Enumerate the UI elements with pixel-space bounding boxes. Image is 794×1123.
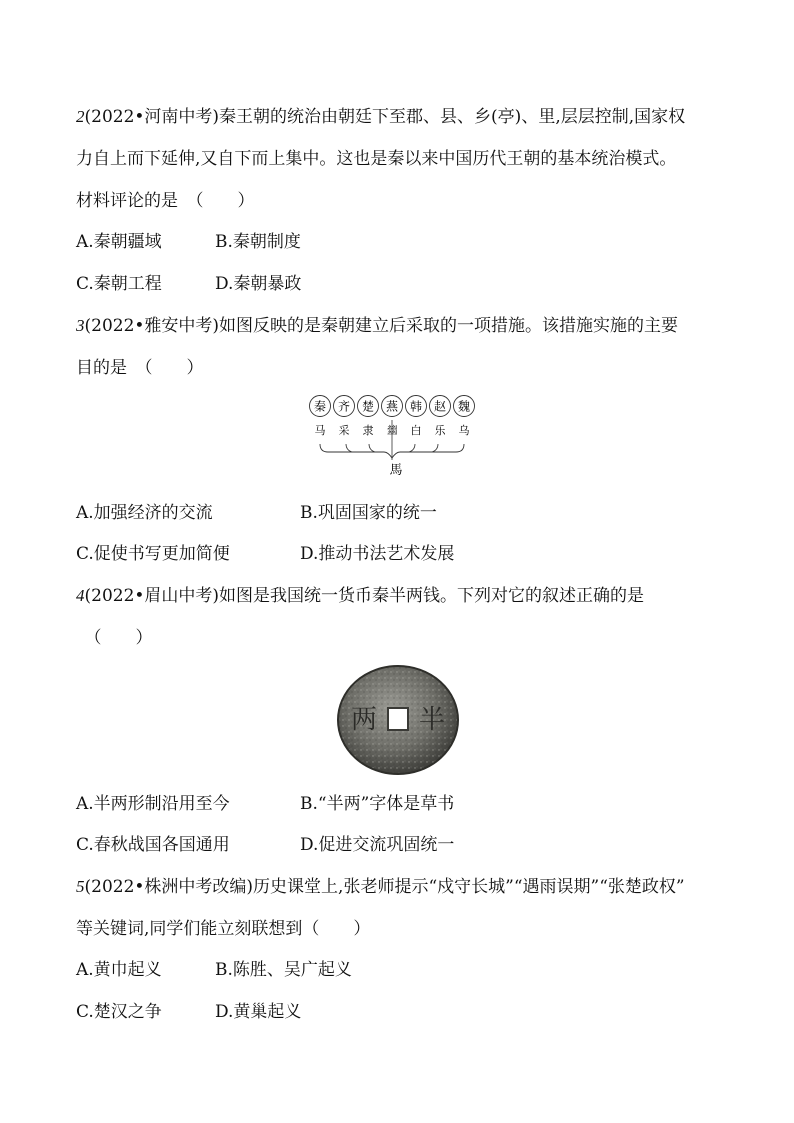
- state-name: 秦: [313, 399, 327, 414]
- q4-option-c[interactable]: C.春秋战国各国通用: [76, 835, 230, 855]
- q2-text-2: 力自上而下延伸,又自下而上集中。这也是秦以来中国历代王朝的基本统治模式。: [76, 149, 677, 169]
- state-script-glyph: 隶: [362, 424, 374, 437]
- q5-option-c[interactable]: C.楚汉之争: [76, 1002, 162, 1022]
- q3-number: 3: [76, 316, 85, 335]
- coin-right-character: 半: [418, 705, 446, 735]
- q2-option-d[interactable]: D.秦朝暴政: [215, 274, 302, 294]
- q5-number: 5: [76, 877, 85, 896]
- q3-option-d[interactable]: D.推动书法艺术发展: [300, 544, 455, 564]
- q3-text-2: 目的是 （ ）: [76, 358, 204, 378]
- state-name: 韩: [409, 399, 423, 414]
- q3-line-1: [76, 315, 678, 337]
- state-script-glyph: 𢇍: [386, 424, 398, 437]
- q5-text-2: 等关键词,同学们能立刻联想到（ ）: [76, 919, 371, 939]
- q3-option-c[interactable]: C.促使书写更加简便: [76, 544, 230, 564]
- q4-option-d[interactable]: D.促进交流巩固统一: [300, 835, 455, 855]
- q3-option-b[interactable]: B.巩固国家的统一: [300, 503, 437, 523]
- q2-number: 2: [76, 107, 85, 126]
- state-name: 齐: [337, 399, 351, 414]
- state-name: 燕: [385, 399, 399, 414]
- coin-left-character: 两: [350, 705, 378, 735]
- q4-text-2: （ ）: [76, 628, 153, 648]
- state-script-glyph: 马: [314, 424, 326, 437]
- state-script-glyph: 白: [410, 424, 422, 437]
- state-name: 魏: [457, 399, 471, 414]
- q2-option-a[interactable]: A.秦朝疆域: [76, 232, 162, 252]
- q2-text-1: (2022•河南中考)秦王朝的统治由朝廷下至郡、县、乡(亭)、里,层层控制,国家权: [84, 107, 686, 127]
- q5-line-1: [76, 876, 685, 898]
- q4-option-a[interactable]: A.半两形制沿用至今: [76, 794, 230, 814]
- q2-option-c[interactable]: C.秦朝工程: [76, 274, 162, 294]
- state-script-glyph: 采: [338, 424, 350, 437]
- q4-line-1: [76, 585, 644, 607]
- q2-option-b[interactable]: B.秦朝制度: [215, 232, 301, 252]
- q5-option-d[interactable]: D.黄巢起义: [215, 1002, 302, 1022]
- state-script-glyph: 乌: [458, 424, 470, 437]
- ban-liang-coin-image: [336, 664, 460, 776]
- q2-text-3: 材料评论的是 （ ）: [76, 191, 255, 211]
- q4-number: 4: [76, 586, 85, 605]
- state-name: 赵: [433, 399, 447, 414]
- q3-text-1: (2022•雅安中考)如图反映的是秦朝建立后采取的一项措施。该措施实施的主要: [84, 316, 679, 336]
- q4-option-b[interactable]: B.“半两”字体是草书: [300, 794, 455, 814]
- q5-option-b[interactable]: B.陈胜、吴广起义: [215, 960, 352, 980]
- q5-option-a[interactable]: A.黄巾起义: [76, 960, 162, 980]
- state-script-glyph: 乐: [434, 424, 446, 437]
- state-name: 楚: [361, 399, 375, 414]
- script-unification-figure: [306, 394, 486, 486]
- q3-option-a[interactable]: A.加强经济的交流: [76, 503, 213, 523]
- q2-line-1: [76, 106, 685, 128]
- q5-text-1: (2022•株洲中考改编)历史课堂上,张老师提示“戍守长城”“遇雨误期”“张楚政权”: [84, 877, 685, 897]
- q4-text-1: (2022•眉山中考)如图是我国统一货币秦半两钱。下列对它的叙述正确的是: [84, 586, 645, 606]
- unified-script-glyph: 馬: [389, 463, 403, 478]
